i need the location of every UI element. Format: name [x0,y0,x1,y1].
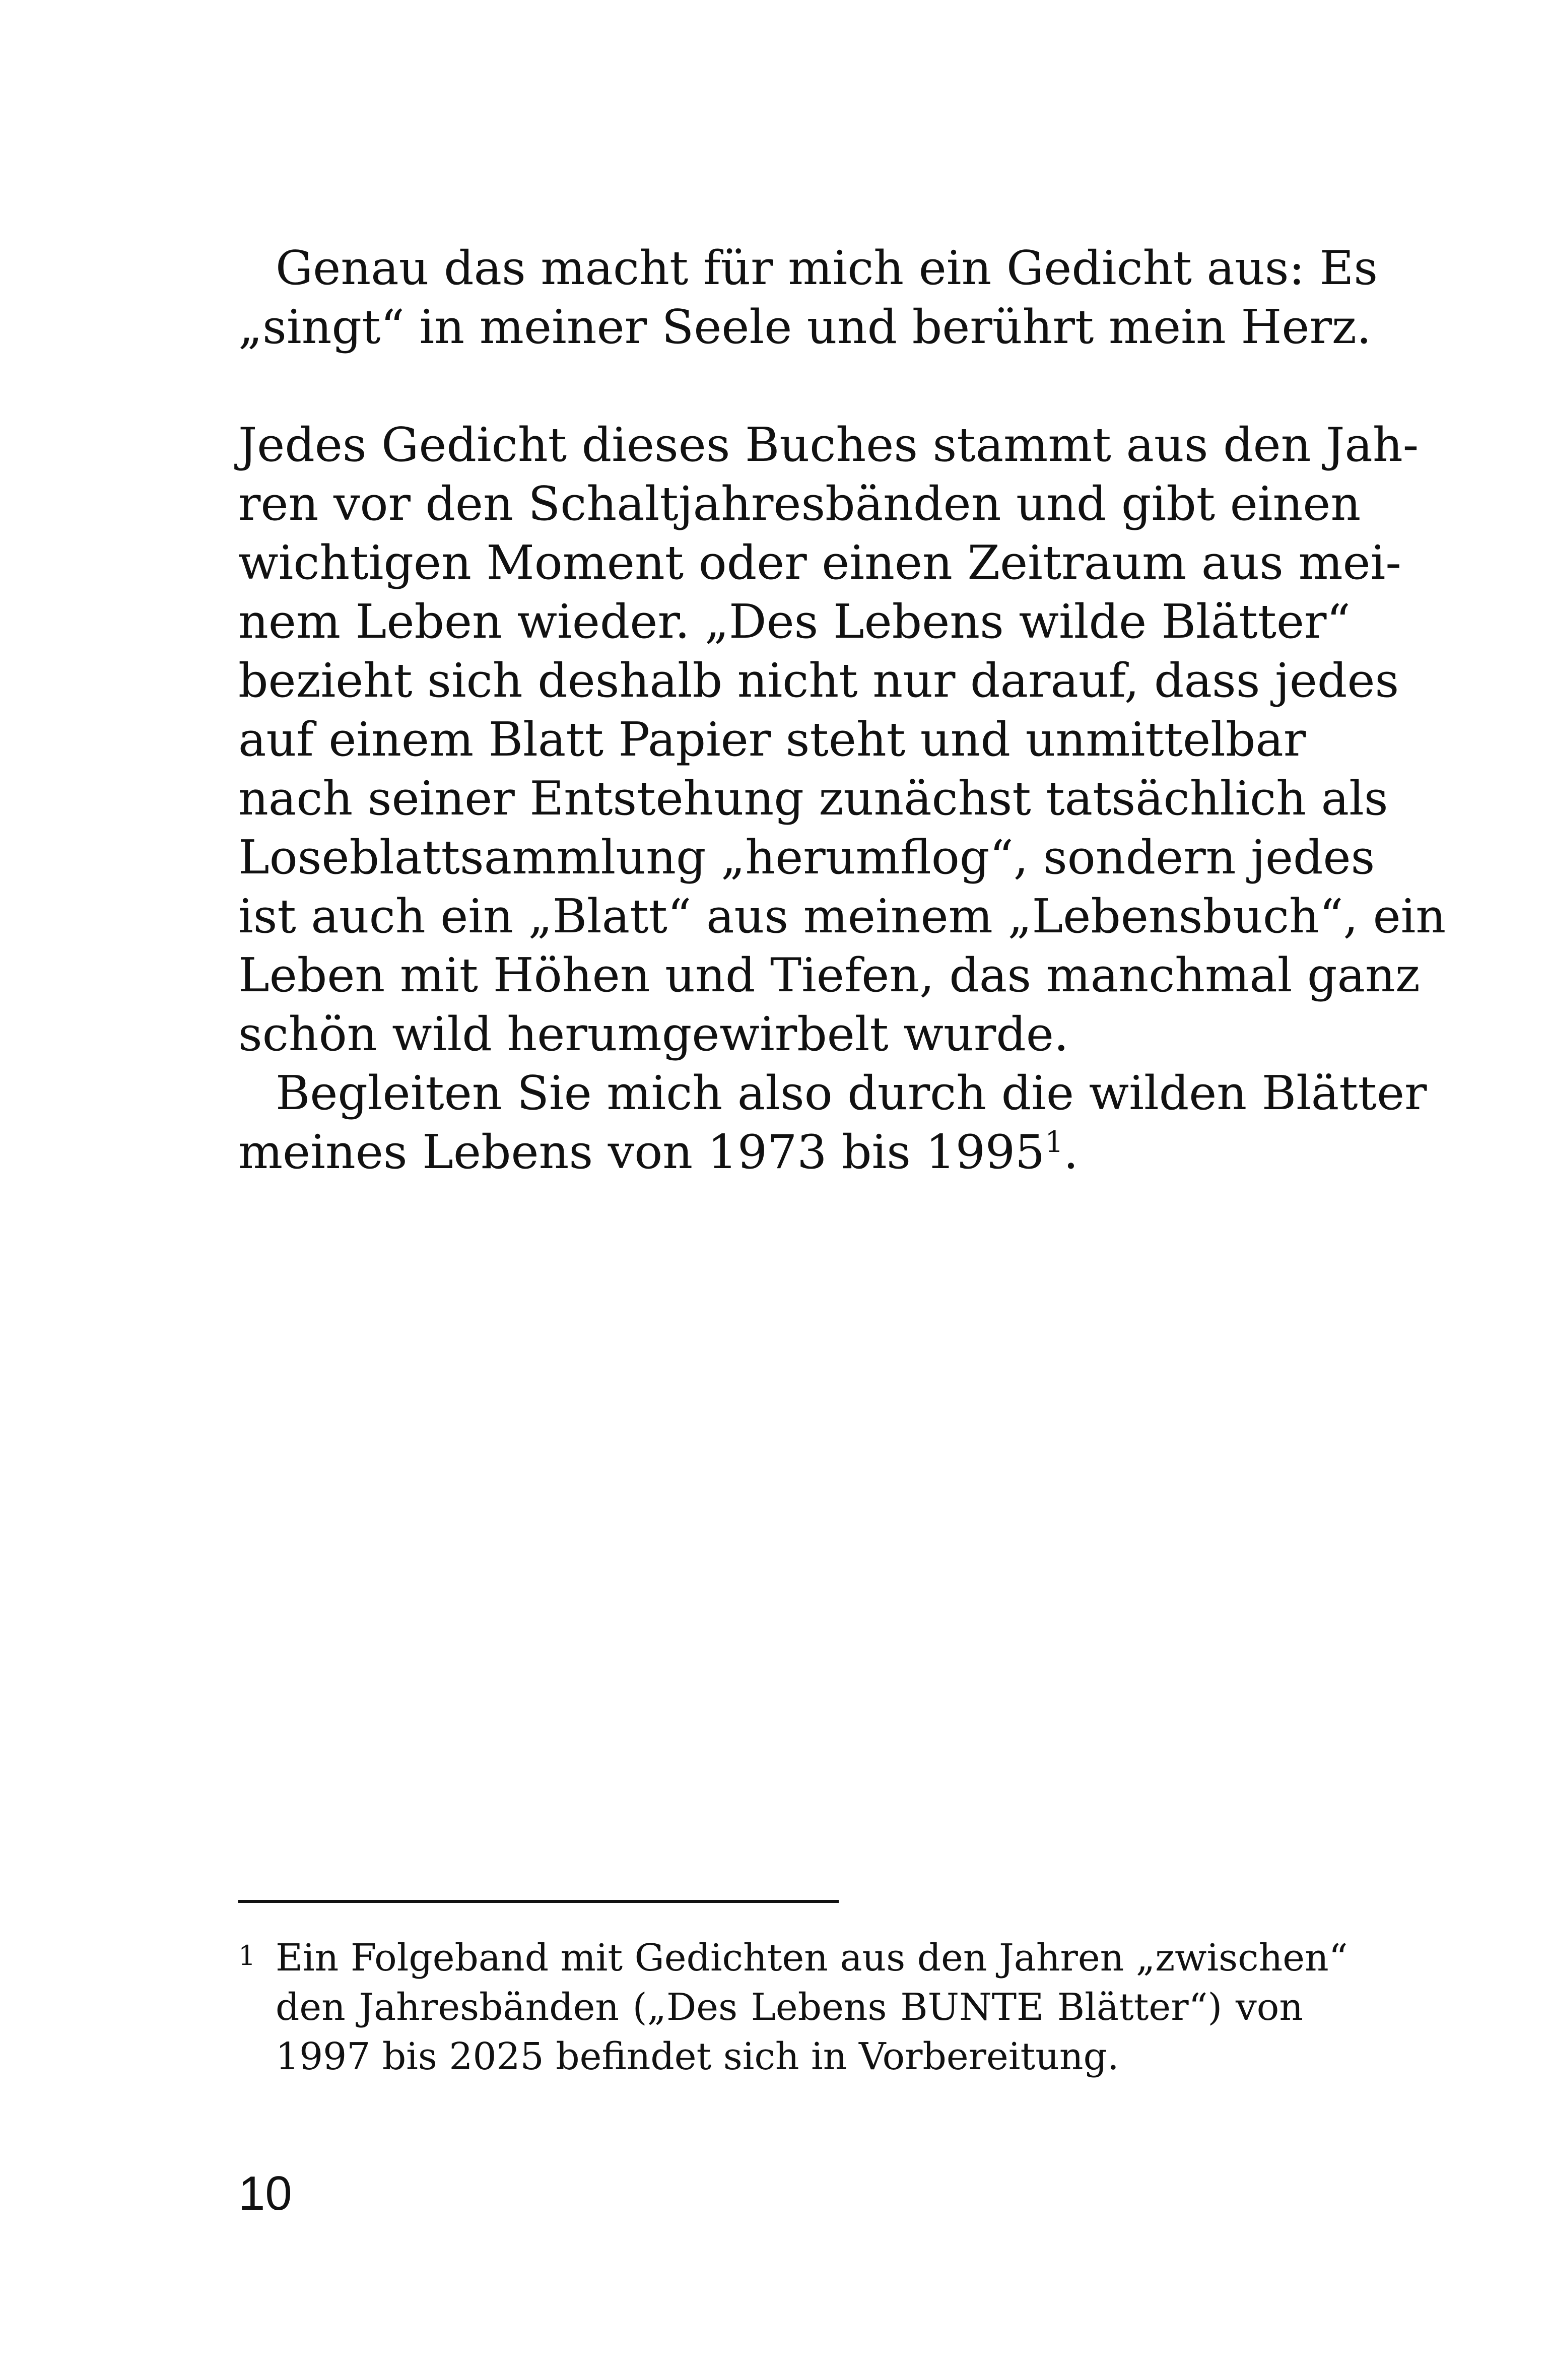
text-line: nach seiner Entstehung zunächst tatsächlich als [238,771,1388,826]
text-line: Leben mit Höhen und Tiefen, das manchmal ganz [238,948,1420,1002]
text-line: wichtigen Moment oder einen Zeitraum aus mei- [238,535,1401,590]
text-line: Jedes Gedicht dieses Buches stammt aus den Jah- [238,418,1419,472]
text-line: Genau das macht für mich ein Gedicht aus: Es [276,241,1378,295]
text-line-end: . [1063,1125,1079,1179]
text-line: Begleiten Sie mich also durch die wilden Blätter [276,1066,1427,1120]
footnote-reference[interactable]: 1 [1045,1125,1064,1159]
footnote-separator [238,1900,839,1903]
text-line: ist auch ein „Blatt“ aus meinem „Lebensbuch“, ein [238,889,1446,943]
text-line: ren vor den Schaltjahresbänden und gibt einen [238,477,1361,531]
text-line-with-footnote-ref [238,1123,1303,1182]
footnote-line: 1997 bis 2025 befindet sich in Vorbereitung. [276,2035,1119,2078]
footnote-number: 1 [238,1940,256,1971]
text-line: Loseblattsammlung „herumflog“, sondern jedes [238,830,1375,885]
paragraph-1 [238,239,1378,357]
text-line: nem Leben wieder. „Des Lebens wilde Blätter“ [238,594,1351,649]
text-line: bezieht sich deshalb nicht nur darauf, dass jedes [238,653,1399,708]
footnote-line: den Jahresbänden („Des Lebens BUNTE Blätter“) von [276,1986,1303,2029]
text-line: auf einem Blatt Papier steht und unmittelbar [238,712,1306,767]
paragraph-2 [238,416,1446,1064]
text-line: „singt“ in meiner Seele und berührt mein Herz. [238,300,1372,354]
footnote [238,1933,1348,2081]
footnote-line: Ein Folgeband mit Gedichten aus den Jahren „zwischen“ [276,1936,1348,1980]
page-number: 10 [238,2166,292,2220]
text-line: schön wild herumgewirbelt wurde. [238,1007,1069,1061]
paragraph-3 [238,1064,1427,1182]
text-line-content: meines Lebens von 1973 bis 1995 [238,1125,1045,1179]
